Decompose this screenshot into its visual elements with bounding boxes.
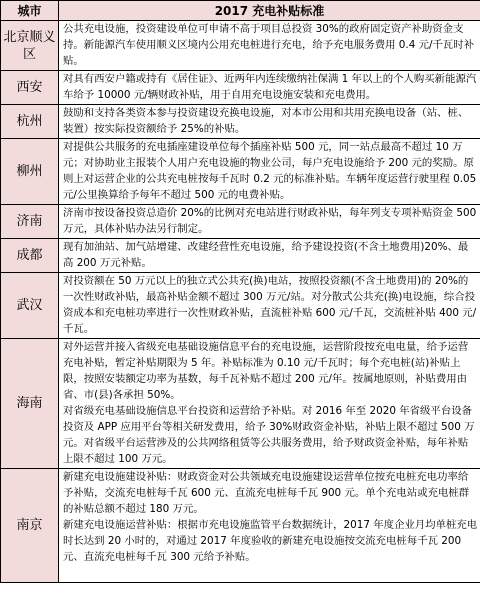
table-row-chengdu	[1, 239, 480, 273]
table-row-wuhan	[1, 273, 480, 339]
standard-cell	[59, 71, 480, 105]
standard-text: 新建充电设施建设补贴：财政资金对公共领域充电设施建设运营单位按充电桩充电功率给予补贴，交流充电桩每千瓦 600 元、直流充电桩每千瓦 900 元。单个充电站或充电桩群的补贴总额不超过 180 万元。	[63, 471, 470, 515]
city-cell: 西安	[1, 71, 59, 105]
table-row-liuzhou	[1, 139, 480, 205]
standard-cell	[59, 139, 480, 205]
standard-text: 对具有西安户籍或持有《居住证》、近两年内连续缴纳社保满 1 年以上的个人购买新能源汽车给予 10000 元/辆财政补贴，用于自用充电设施安装和充电费用。	[63, 73, 477, 101]
table-row-xian	[1, 71, 480, 105]
standard-text: 对外运营并接入省级充电基础设施信息平台的充电设施，运营阶段按充电电量，给予运营充电补贴，暂定补贴期限为 5 年。补贴标准为 0.10 元/千瓦时；每个充电桩(站)补贴上限，按照安装额定功率为基数，每千瓦补贴不超过 200 元/年。按属地原则，补贴费用由省、市(县)各承担 50%。	[63, 341, 469, 401]
standard-cell	[59, 469, 480, 583]
table-row-hangzhou	[1, 105, 480, 139]
city-cell: 武汉	[1, 273, 59, 339]
header-standard: 2017 充电补贴标准	[59, 1, 480, 21]
standard-cell	[59, 239, 480, 273]
standard-text: 新建充电设施运营补贴：根据市充电设施监管平台数据统计，2017 年度企业月均单桩充电时长达到 20 小时的，对通过 2017 年度验收的新建充电设施按交流充电桩每千瓦 200 元、直流充电桩每千瓦 300 元给予补贴。	[63, 519, 478, 563]
standard-cell	[59, 339, 480, 469]
city-cell: 南京	[1, 469, 59, 583]
city-cell: 济南	[1, 205, 59, 239]
standard-text: 鼓励和支持各类资本参与投资建设充换电设施，对本市公用和共用充换电设备（站、桩、装置）按实际投资额给予 25%的补贴。	[63, 107, 469, 135]
standard-cell	[59, 205, 480, 239]
table-row-beijing	[1, 21, 480, 71]
table-header-row	[1, 1, 480, 21]
city-cell: 海南	[1, 339, 59, 469]
standard-text: 公共充电设施，投资建设单位可申请不高于项目总投资 30%的政府固定资产补助资金支持。新能源汽车使用顺义区境内公用充电桩进行充电，给予充电服务费用 0.4 元/千瓦时补贴。	[63, 23, 475, 67]
standard-text: 对提供公共服务的充电插座建设单位每个插座补贴 500 元，同一站点最高不超过 10 万元；对协助业主报装个人用户充电设施的物业公司，每户充电设施给予 200 元的奖励。原则上对运营企业的公共充电桩按每千瓦时 0.2 元的标准补贴。车辆年度运营行驶里程 0.05 元/公里换算给予每年不超过 500 元的电费补贴。	[63, 141, 477, 201]
table-row-nanjing	[1, 469, 480, 583]
header-city: 城市	[1, 1, 59, 21]
standard-cell	[59, 273, 480, 339]
city-cell: 成都	[1, 239, 59, 273]
standard-cell	[59, 105, 480, 139]
table-row-jinan	[1, 205, 480, 239]
standard-text: 对投资额在 50 万元以上的独立式公共充(换)电站，按照投资额(不含土地费用)的 20%的一次性财政补贴，最高补贴金额不超过 300 万元/站。对分散式公共充(换)电设施，综合投资成本和充电桩功率进行一次性财政补贴，直流桩补贴 600 元/千瓦，交流桩补贴 400 元/千瓦。	[63, 275, 477, 335]
city-cell: 杭州	[1, 105, 59, 139]
table-row-hainan	[1, 339, 480, 469]
city-cell: 柳州	[1, 139, 59, 205]
standard-text: 济南市按设备投资总造价 20%的比例对充电站进行财政补贴，每年列支专项补贴资金 500 万元，具体补贴办法另行制定。	[63, 207, 477, 235]
standard-text: 现有加油站、加气站增建、改建经营性充电设施，给予建设投资(不含土地费用)20%、最高 200 万元补贴。	[63, 241, 469, 269]
standard-text: 对省级充电基础设施信息平台投资和运营给予补贴。对 2016 年至 2020 年省级平台设备投资及 APP 应用平台等相关研发费用，给予 30%财政资金补贴，补贴上限不超过 500 万元。对省级平台运营涉及的公共网络租赁等公共服务费用，给予财政资金补贴，每年补贴上限不超过 100 万元。	[63, 405, 475, 465]
standard-cell	[59, 21, 480, 71]
city-cell: 北京顺义区	[1, 21, 59, 71]
